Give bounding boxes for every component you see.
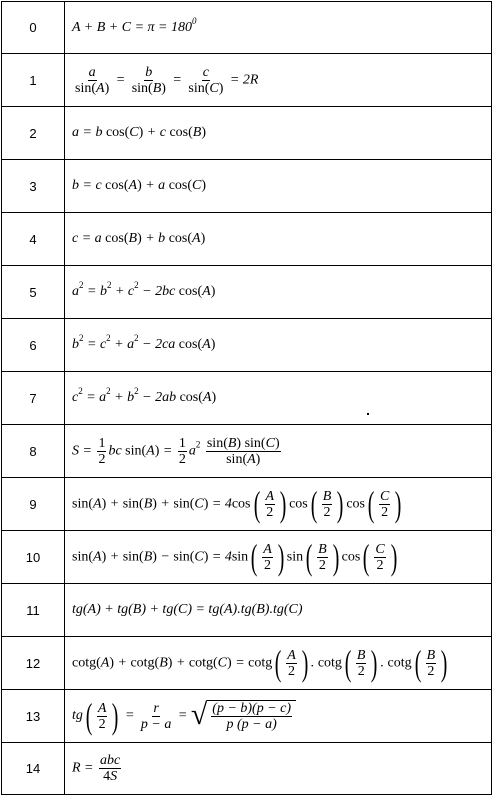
table-row <box>2 107 492 160</box>
table-row <box>2 690 492 743</box>
row-index: 10 <box>2 531 65 584</box>
row-index: 8 <box>2 425 65 478</box>
formula: $b^2 = c^2 + a^2 - 2ca$ cos(A) <box>65 319 492 372</box>
formula: sin(A) + sin(B) + sin(C) = 4cos ( A 2 ) cos ( B 2 ) cos ( C 2 ) <box>65 478 492 531</box>
row-index: 13 <box>2 690 65 743</box>
table-row <box>2 213 492 266</box>
table-row <box>2 478 492 531</box>
row-index: 6 <box>2 319 65 372</box>
formula: cotg(A) + cotg(B) + cotg(C) = cotg ( A 2 ) . cotg ( B 2 ) . cotg ( B 2 ) <box>65 637 492 690</box>
formula: tg(A) + tg(B) + tg(C) = tg(A).tg(B).tg(C) <box>65 584 492 637</box>
table-row <box>2 160 492 213</box>
row-index: 7 <box>2 372 65 425</box>
table-row <box>2 2 492 54</box>
formula: a = b cos(C) + c cos(B) <box>65 107 492 160</box>
row-index: 11 <box>2 584 65 637</box>
formula: $a^2 = b^2 + c^2 - 2bc$ cos(A) <box>65 266 492 319</box>
table-row <box>2 584 492 637</box>
row-index: 9 <box>2 478 65 531</box>
table-row <box>2 54 492 107</box>
formula: sin(A) + sin(B) − sin(C) = 4sin ( A 2 ) sin ( B 2 ) cos ( C 2 ) <box>65 531 492 584</box>
table-row <box>2 319 492 372</box>
formula: R = abc 4S <box>65 743 492 795</box>
table-row <box>2 372 492 425</box>
formula: tg ( A 2 ) = $\frac{r}{p - a}$ = √ (p − b)(p − c) p (p − a) <box>65 690 492 743</box>
table-row <box>2 637 492 690</box>
table-row <box>2 531 492 584</box>
table-row <box>2 743 492 795</box>
table-row <box>2 266 492 319</box>
row-index: 14 <box>2 743 65 795</box>
row-index: 5 <box>2 266 65 319</box>
row-index: 12 <box>2 637 65 690</box>
row-index: 1 <box>2 54 65 107</box>
stray-dot <box>367 413 369 415</box>
row-index: 3 <box>2 160 65 213</box>
row-index: 2 <box>2 107 65 160</box>
row-index: 0 <box>2 2 65 54</box>
row-index: 4 <box>2 213 65 266</box>
formula-table <box>1 1 492 795</box>
formula: $A + B + C = \pi = 180^0$ <box>65 2 492 54</box>
formula: $\frac{a}{\sin(A)}$ = $\frac{b}{\sin(B)}$ = $\frac{c}{\sin(C)}$ = 2R <box>65 54 492 107</box>
formula: c = a cos(B) + b cos(A) <box>65 213 492 266</box>
formula: $c^2 = a^2 + b^2 - 2ab$ cos(A) <box>65 372 492 425</box>
table-row <box>2 425 492 478</box>
formula: S = $\frac{1}{2}$ bc sin(A) = $\frac{1}{2}$ $a^2$ $\frac{\sin(B) \sin(C)}{\sin(A)}$ <box>65 425 492 478</box>
formula: b = c cos(A) + a cos(C) <box>65 160 492 213</box>
